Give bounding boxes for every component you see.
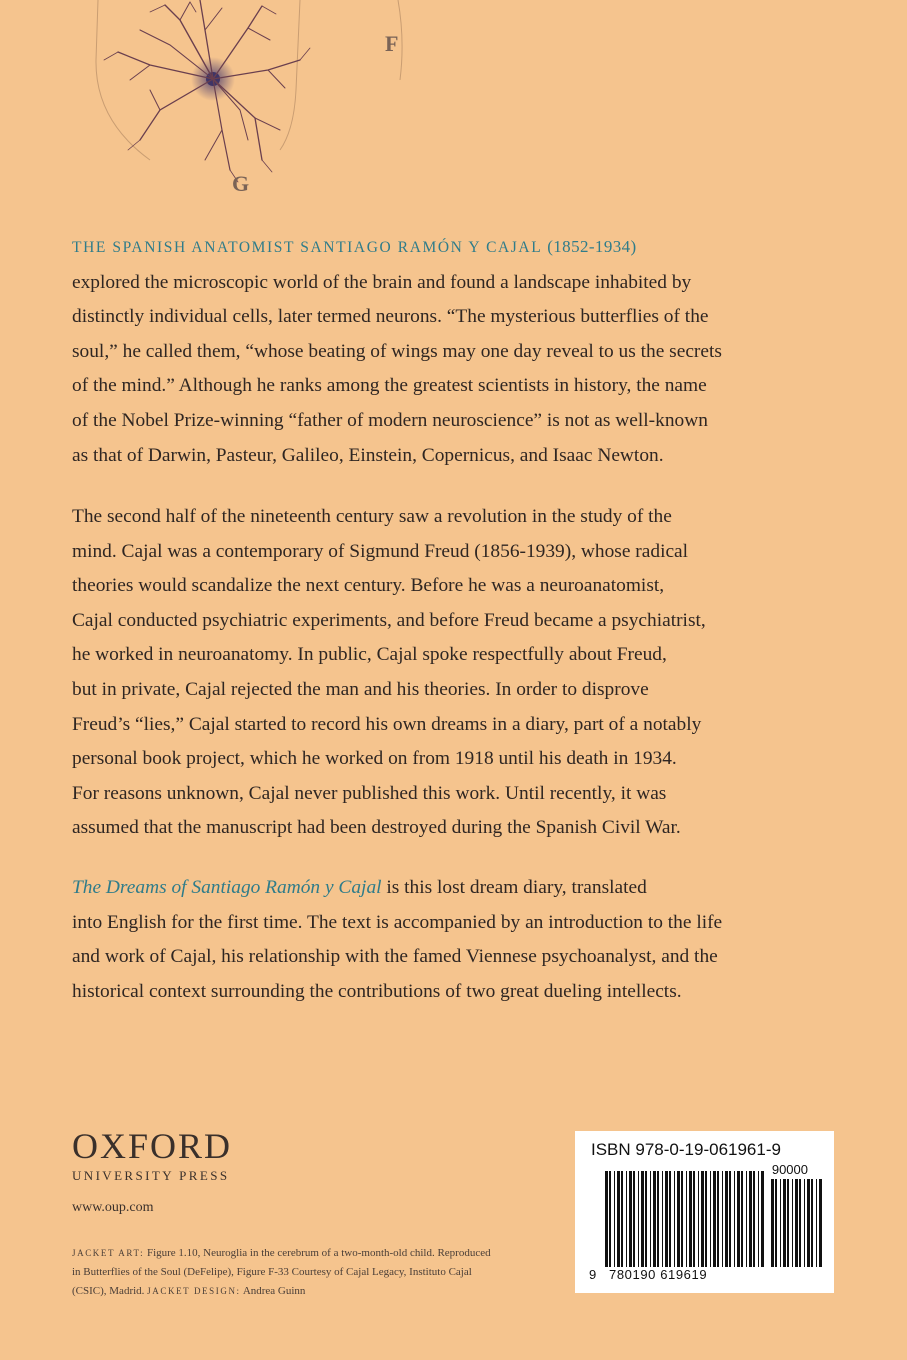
barcode-bar [674,1171,675,1267]
barcode-bar [799,1179,801,1267]
guide-line [280,0,300,150]
guide-line [398,0,402,80]
barcode-bar [653,1171,656,1267]
barcode-bar [792,1179,793,1267]
barcode-bar [662,1171,663,1267]
text-line: Cajal conducted psychiatric experiments, and before Freud became a psychiatrist, [72,609,706,631]
text-line: but in private, Cajal rejected the man and his theories. In order to disprove [72,678,649,700]
text-line: mind. Cajal was a contemporary of Sigmund Freud (1856-1939), whose radical [72,540,689,562]
barcode-bar [713,1171,716,1267]
barcode-bar [677,1171,680,1267]
jacket-art-label: JACKET ART: [72,1248,145,1258]
barcode-bar [734,1171,735,1267]
text-line: of the mind.” Although he ranks among the greatest scientists in history, the name [72,375,707,397]
text-line: The second half of the nineteenth century saw a revolution in the study of the [72,506,672,527]
publisher-name: OXFORD [72,1126,233,1166]
barcode-bar [645,1171,647,1267]
text-line: Freud’s “lies,” Cajal started to record his own dreams in a diary, part of a notably [72,713,702,735]
barcode-bar [783,1179,786,1267]
barcode-bar [689,1171,692,1267]
paragraph-book [72,871,792,1009]
figure-letter-g: G [232,171,250,196]
isbn-barcode [575,1131,834,1293]
barcode-bar [811,1179,813,1267]
barcode-bar [771,1179,774,1267]
barcode-bar [761,1171,764,1267]
barcode-bar [746,1171,747,1267]
barcode-bar [741,1171,743,1267]
barcode-bar [729,1171,731,1267]
publisher-logo [72,1128,232,1184]
barcode-bar [621,1171,623,1267]
text-line: as that of Darwin, Pasteur, Galileo, Einstein, Copernicus, and Isaac Newton. [72,444,664,466]
text-line: personal book project, which he worked on from 1918 until his death in 1934. [72,748,677,770]
text-line: soul,” he called them, “whose beating of wings may one day reveal to us the secrets [72,340,722,362]
neuroglia-drawing [0,0,907,230]
publisher-url: www.oup.com [72,1200,154,1215]
barcode-bar [669,1171,671,1267]
barcode-bar [665,1171,668,1267]
lead-text: THE SPANISH ANATOMIST SANTIAGO RAMÓN Y CAJAL [72,239,542,256]
barcode-bar [701,1171,704,1267]
barcode-bar [775,1179,777,1267]
barcode-bar [605,1171,608,1267]
text-line: explored the microscopic world of the brain and found a landscape inhabited by [72,271,692,293]
barcode-bar [717,1171,719,1267]
text-line: distinctly individual cells, later termed neurons. “The mysterious butterflies of the [72,306,709,328]
text-line: he worked in neuroanatomy. In public, Cajal spoke respectfully about Freud, [72,644,667,666]
barcode-bar [816,1179,817,1267]
paragraph-intro [72,230,792,473]
text-line: assumed that the manuscript had been destroyed during the Spanish Civil War. [72,817,681,839]
barcode-bar [780,1179,781,1267]
barcode-bar [633,1171,635,1267]
barcode-bar [749,1171,752,1267]
barcode-bar [737,1171,740,1267]
text-line: theories would scandalize the next century. Before he was a neuroanatomist, [72,575,665,597]
barcode-bar [641,1171,644,1267]
barcode-bar [609,1171,611,1267]
isbn-number: ISBN 978-0-19-061961-9 [591,1140,781,1159]
jacket-design-text: Andrea Guinn [240,1285,306,1297]
text-line: of the Nobel Prize-winning “father of modern neuroscience” is not as well-known [72,409,708,431]
barcode-bar [787,1179,789,1267]
price-addon: 90000 [771,1162,808,1177]
cover-illustration [0,0,907,230]
barcode-bar [650,1171,651,1267]
barcode-bar [693,1171,695,1267]
barcode-bar [614,1171,615,1267]
text-line: into English for the first time. The text is accompanied by an introduction to the life [72,911,723,933]
text-line [72,871,792,906]
barcode-bar [657,1171,659,1267]
barcode-bar [638,1171,639,1267]
barcode-bar [698,1171,699,1267]
barcode-bar [629,1171,632,1267]
barcode-bar [710,1171,711,1267]
text-line: and work of Cajal, his relationship with the famed Viennese psychoanalyst, and the [72,946,718,968]
book-title: The Dreams of Santiago Ramón y Cajal [72,877,382,898]
barcode-bar [686,1171,687,1267]
barcode-bar [819,1179,822,1267]
barcode-bar [725,1171,728,1267]
book-title-rest: is this lost dream diary, translated [381,877,647,898]
barcode-bar [626,1171,627,1267]
barcode-bar [722,1171,723,1267]
jacket-design-label: JACKET DESIGN: [147,1286,241,1296]
barcode-bar [758,1171,759,1267]
barcode-bar [804,1179,805,1267]
publisher-subtitle: UNIVERSITY PRESS [72,1168,230,1183]
barcode-digits: 780190 619619 [609,1267,708,1282]
barcode-bar [807,1179,810,1267]
lead-line [72,230,792,266]
barcode-bar [681,1171,683,1267]
figure-letter-f: F [385,31,399,56]
barcode-bar [705,1171,707,1267]
neuroglia-cell [104,0,310,182]
text-line: For reasons unknown, Cajal never published this work. Until recently, it was [72,782,667,804]
jacket-art-text: Figure 1.10, Neuroglia in the cerebrum of a two-month-old child. Reproduced in Butterflies of the Soul (DeFelipe), Figure F-33 Courtesy of Cajal Legacy, Instituto Cajal (CSIC), Madrid. [72,1247,491,1297]
barcode-bar [795,1179,798,1267]
paragraph-freud [72,500,792,846]
lead-years: (1852-1934) [547,237,637,256]
jacket-credits [72,1244,492,1301]
text-line: historical context surrounding the contributions of two great dueling intellects. [72,980,682,1002]
barcode-bar [753,1171,755,1267]
barcode-bar [617,1171,620,1267]
barcode-digit-prefix: 9 [589,1267,597,1282]
